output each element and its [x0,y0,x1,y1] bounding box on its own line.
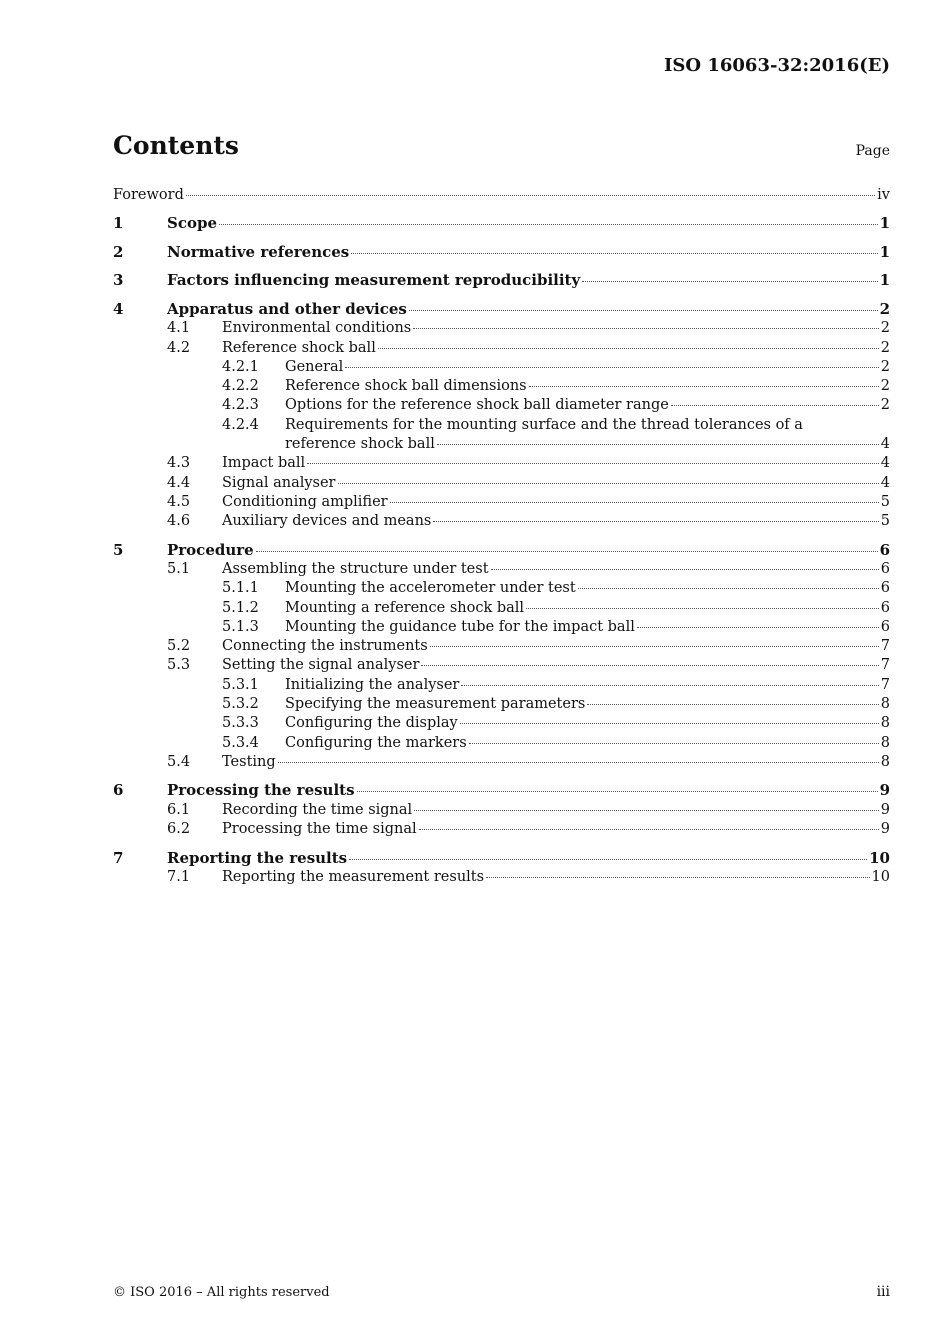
dot-leader [413,328,879,329]
toc-entry-number: 4.5 [167,493,191,510]
toc-entry-line [285,714,890,733]
toc-entry-page: 10 [869,848,890,867]
toc-entry[interactable] [113,849,890,868]
dot-leader [307,463,879,464]
toc-entry-label: Recording the time signal [222,801,413,818]
toc-entry-label: Foreword [113,187,184,203]
toc-entry-line [222,474,890,493]
toc-entry[interactable] [113,560,890,579]
toc-entry-label: Reporting the measurement results [222,868,485,885]
toc-entry-line [167,271,890,290]
toc-entry-number: 5.1.3 [222,618,259,635]
toc-entry[interactable] [113,493,890,512]
toc-entry-label: Assembling the structure under test [222,560,489,577]
toc-entry-number: 5.3.2 [222,696,259,713]
toc-entry-line [285,676,890,695]
dot-leader [529,386,879,387]
toc-entry[interactable] [113,214,890,233]
toc-entry-page: 1 [879,271,890,290]
toc-entry-line [222,493,890,512]
toc-entry-page: 8 [880,715,890,732]
toc-entry-page: 9 [880,801,890,818]
toc-entry-number: 5.4 [167,753,191,770]
toc-entry-number: 4.2.2 [222,378,259,395]
toc-entry-page: 7 [880,657,890,674]
toc-entry-label: Procedure [167,540,254,559]
toc-entry-line [285,618,890,637]
dot-leader [578,588,879,589]
toc-entry-label: Mounting a reference shock ball [285,599,525,616]
toc-entry-line [285,377,890,396]
copyright-notice: © ISO 2016 – All rights reserved [113,1285,330,1300]
toc-entry-line [285,435,890,454]
table-of-contents [113,186,890,887]
toc-entry-page: 2 [880,397,890,414]
toc-entry-line [167,541,890,560]
toc-entry-number: 5.3.4 [222,734,259,751]
toc-entry-page: 7 [880,638,890,655]
toc-entry-page: 1 [879,214,890,233]
dot-leader [349,859,867,860]
toc-entry-number: 2 [113,242,124,261]
toc-entry-page: 9 [880,821,890,838]
toc-entry-page: 7 [880,676,890,693]
dot-leader [351,253,877,254]
toc-entry-page: 6 [880,560,890,577]
toc-entry-line [113,186,890,205]
toc-entry-page: iv [877,187,890,203]
toc-entry[interactable] [113,676,890,695]
toc-entry[interactable] [113,358,890,377]
toc-entry-label: Environmental conditions [222,320,412,337]
toc-entry-label: Processing the results [167,781,355,800]
toc-entry-line [222,339,890,358]
toc-entry-label: Apparatus and other devices [167,299,407,318]
dot-leader [409,310,878,311]
toc-entry-page: 8 [880,753,890,770]
toc-entry-line [222,656,890,675]
toc-entry[interactable] [113,753,890,772]
toc-entry[interactable] [113,637,890,656]
toc-entry-line [285,695,890,714]
toc-entry-line [167,300,890,319]
toc-entry-line [167,849,890,868]
toc-entry[interactable] [113,868,890,887]
toc-entry[interactable] [113,319,890,338]
dot-leader [219,224,878,225]
dot-leader [461,685,878,686]
toc-entry-page: 5 [880,513,890,530]
toc-entry-label: Scope [167,214,218,233]
toc-entry[interactable] [113,801,890,820]
toc-entry[interactable] [113,474,890,493]
dot-leader [587,704,878,705]
toc-entry-number: 4.2 [167,339,191,356]
dot-leader [469,743,879,744]
toc-entry-number: 3 [113,271,124,290]
toc-entry-line [222,560,890,579]
page-title: Contents [113,131,240,160]
dot-leader [433,521,878,522]
toc-entry[interactable] [113,186,890,205]
toc-entry-line [222,820,890,839]
toc-entry-label: Connecting the instruments [222,638,428,655]
toc-entry-page: 6 [880,599,890,616]
toc-entry[interactable] [113,512,890,531]
toc-entry-label: Setting the signal analyser [222,657,420,674]
toc-entry[interactable] [113,695,890,714]
toc-entry-label: Processing the time signal [222,821,417,838]
dot-leader [421,665,878,666]
dot-leader [390,502,879,503]
dot-leader [256,551,878,552]
toc-entry-line [222,868,890,887]
document-id: ISO 16063-32:2016(E) [663,55,890,76]
toc-entry-number: 4.4 [167,474,191,491]
toc-entry-label: Initializing the analyser [285,676,460,693]
toc-entry-page: 2 [880,320,890,337]
toc-entry-label: Factors influencing measurement reproducibility [167,271,581,290]
toc-entry-page: 8 [880,734,890,751]
toc-entry-number: 4.3 [167,455,191,472]
toc-entry-line [285,396,890,415]
toc-entry-page: 10 [871,868,890,885]
dot-leader [430,646,879,647]
dot-leader [486,877,869,878]
toc-entry-line [222,319,890,338]
dot-leader [419,829,879,830]
toc-entry[interactable] [113,377,890,396]
toc-entry-page: 6 [880,618,890,635]
toc-entry[interactable] [113,300,890,319]
toc-entry-number: 4.2.3 [222,397,259,414]
toc-entry-line [167,781,890,800]
toc-entry-page: 6 [880,580,890,597]
toc-entry-label: Testing [222,753,276,770]
dot-leader [186,195,875,196]
toc-entry-page: 2 [880,378,890,395]
toc-entry-label: Reporting the results [167,848,348,867]
toc-entry-page: 4 [880,474,890,491]
toc-entry-page: 8 [880,696,890,713]
toc-entry-label: Configuring the markers [285,734,467,751]
toc-entry-page: 4 [880,455,890,472]
toc-entry-number: 7.1 [167,868,191,885]
toc-entry[interactable] [113,243,890,262]
toc-entry-number: 4.2.4 [222,416,259,433]
toc-entry[interactable] [113,820,890,839]
toc-entry-page: 2 [879,299,890,318]
toc-entry-page: 2 [880,358,890,375]
toc-entry-number: 5.1 [167,560,191,577]
toc-entry-number: 7 [113,848,124,867]
toc-entry-label: Conditioning amplifier [222,493,388,510]
toc-entry[interactable] [113,339,890,358]
dot-leader [345,367,878,368]
toc-entry-page: 1 [879,242,890,261]
dot-leader [378,348,879,349]
toc-entry[interactable] [113,618,890,637]
toc-entry[interactable] [113,734,890,753]
toc-entry-label: Mounting the guidance tube for the impact ball [285,618,635,635]
dot-leader [357,791,878,792]
toc-entry[interactable] [113,541,890,560]
toc-entry-label: General [285,358,344,375]
toc-entry[interactable] [113,271,890,290]
toc-entry[interactable] [113,714,890,733]
toc-entry-line [285,579,890,598]
toc-entry-label: Reference shock ball dimensions [285,378,527,395]
toc-entry-label: Specifying the measurement parameters [285,696,586,713]
dot-leader [526,608,879,609]
toc-entry-number: 6.1 [167,801,191,818]
toc-entry-line [222,512,890,531]
toc-entry-label: Mounting the accelerometer under test [285,580,576,597]
toc-entry-label: reference shock ball [285,436,435,453]
toc-entry-number: 1 [113,214,124,233]
toc-entry-label: Options for the reference shock ball diameter range [285,397,669,414]
toc-entry-line [167,243,890,262]
toc-entry-label: Impact ball [222,455,306,472]
page-number: iii [876,1284,890,1300]
toc-entry-number: 5.3.3 [222,715,259,732]
toc-entry-page: 4 [880,436,890,453]
toc-entry-number: 5 [113,540,124,559]
toc-entry-number: 6 [113,781,124,800]
dot-leader [637,627,879,628]
toc-entry-number: 4.2.1 [222,358,259,375]
toc-entry-line [222,454,890,473]
toc-entry-page: 9 [879,781,890,800]
page-column-label: Page [855,143,890,159]
toc-entry-label-line1: Requirements for the mounting surface and the thread tolerances of a [285,416,803,433]
dot-leader [671,405,879,406]
toc-entry-label: Normative references [167,242,350,261]
toc-entry-line [222,801,890,820]
toc-entry-line [167,214,890,233]
toc-entry-number: 5.2 [167,638,191,655]
toc-entry-line [222,637,890,656]
toc-entry-line [285,599,890,618]
toc-entry-label: Reference shock ball [222,339,376,356]
toc-entry-number: 4.6 [167,513,191,530]
dot-leader [460,723,879,724]
toc-entry-page: 2 [880,339,890,356]
dot-leader [491,569,879,570]
toc-entry-number: 5.1.2 [222,599,259,616]
toc-entry-number: 4.1 [167,320,191,337]
toc-entry-page: 6 [879,540,890,559]
toc-entry-label: Auxiliary devices and means [222,513,432,530]
toc-entry[interactable] [113,396,890,415]
toc-entry-page: 5 [880,493,890,510]
toc-entry-number: 6.2 [167,821,191,838]
toc-entry-label: Configuring the display [285,715,458,732]
dot-leader [582,281,877,282]
toc-entry-number: 5.1.1 [222,580,259,597]
toc-entry-line [285,358,890,377]
toc-entry[interactable] [113,454,890,473]
toc-entry[interactable] [113,579,890,598]
toc-entry[interactable] [113,416,890,455]
toc-entry[interactable] [113,656,890,675]
dot-leader [338,483,879,484]
toc-entry-label: Signal analyser [222,474,336,491]
toc-entry-line [222,753,890,772]
dot-leader [278,762,879,763]
toc-entry-number: 4 [113,299,124,318]
toc-entry[interactable] [113,599,890,618]
dot-leader [437,444,879,445]
toc-entry-line [285,734,890,753]
toc-entry[interactable] [113,781,890,800]
toc-entry-number: 5.3 [167,657,191,674]
dot-leader [414,810,879,811]
toc-entry-number: 5.3.1 [222,676,259,693]
